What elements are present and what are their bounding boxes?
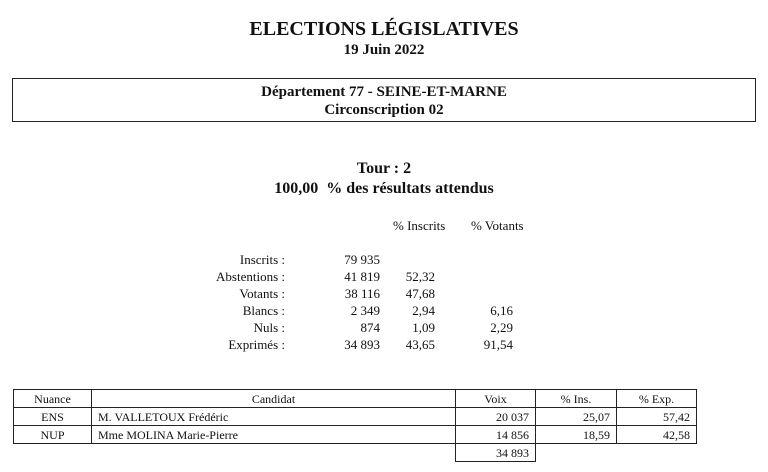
circonscription-label: Circonscription 02 xyxy=(324,102,444,118)
stats-row-votants xyxy=(0,286,768,302)
col-header-inscrits: % Inscrits xyxy=(393,218,446,233)
results-percent: 100,00 xyxy=(274,180,319,197)
header-pct-exp: % Exp. xyxy=(617,390,697,408)
stats-row-nuls xyxy=(0,320,768,336)
stat-value: 79 935 xyxy=(344,252,380,267)
cell-pct-exp: 57,42 xyxy=(617,408,697,426)
cell-pct-exp: 42,58 xyxy=(617,426,697,444)
election-date: 19 Juin 2022 xyxy=(343,42,425,58)
header-nuance: Nuance xyxy=(14,390,92,408)
stat-label: Votants : xyxy=(239,286,285,301)
cell-total-voix: 34 893 xyxy=(456,444,536,462)
departement-label: Département 77 - SEINE-ET-MARNE xyxy=(261,84,507,100)
cell-nuance: NUP xyxy=(14,426,92,444)
stat-pct-inscrits: 52,32 xyxy=(405,269,435,284)
stat-pct-inscrits: 2,94 xyxy=(412,303,435,318)
stat-label: Inscrits : xyxy=(239,252,285,267)
stat-value: 874 xyxy=(360,320,380,335)
stats-row-blancs xyxy=(0,303,768,319)
results-percent-text: % des résultats attendus xyxy=(326,180,494,197)
header-candidat: Candidat xyxy=(92,390,456,408)
table-row xyxy=(14,426,697,444)
tour-label: Tour : 2 xyxy=(356,160,412,177)
stat-label: Exprimés : xyxy=(228,337,285,352)
stat-label: Blancs : xyxy=(242,303,285,318)
cell-pct-ins: 18,59 xyxy=(536,426,617,444)
stat-value: 2 349 xyxy=(350,303,380,318)
cell-candidat: M. VALLETOUX Frédéric xyxy=(92,408,456,426)
page-title: ELECTIONS LÉGISLATIVES xyxy=(249,18,519,40)
stat-pct-votants: 6,16 xyxy=(490,303,513,318)
results-progress xyxy=(0,180,768,198)
stats-row-exprimes xyxy=(0,337,768,353)
cell-nuance: ENS xyxy=(14,408,92,426)
stat-label: Nuls : xyxy=(253,320,285,335)
constituency-box xyxy=(12,78,756,122)
stat-pct-votants: 2,29 xyxy=(490,320,513,335)
stat-pct-inscrits: 43,65 xyxy=(405,337,435,352)
stats-row-inscrits xyxy=(0,252,768,268)
total-row xyxy=(14,444,697,462)
cell-voix: 20 037 xyxy=(456,408,536,426)
cell-voix: 14 856 xyxy=(456,426,536,444)
header-pct-ins: % Ins. xyxy=(536,390,617,408)
table-row xyxy=(14,408,697,426)
stat-value: 34 893 xyxy=(344,337,380,352)
header-voix: Voix xyxy=(456,390,536,408)
stats-row-abstentions xyxy=(0,269,768,285)
cell-pct-ins: 25,07 xyxy=(536,408,617,426)
results-table xyxy=(13,389,697,462)
col-header-votants: % Votants xyxy=(471,218,524,233)
stat-pct-inscrits: 47,68 xyxy=(405,286,435,301)
cell-candidat: Mme MOLINA Marie-Pierre xyxy=(92,426,456,444)
stat-label: Abstentions : xyxy=(216,269,285,284)
results-header-row xyxy=(14,390,697,408)
stat-pct-inscrits: 1,09 xyxy=(412,320,435,335)
stat-value: 38 116 xyxy=(344,286,380,301)
stat-pct-votants: 91,54 xyxy=(483,337,513,352)
stat-value: 41 819 xyxy=(344,269,380,284)
